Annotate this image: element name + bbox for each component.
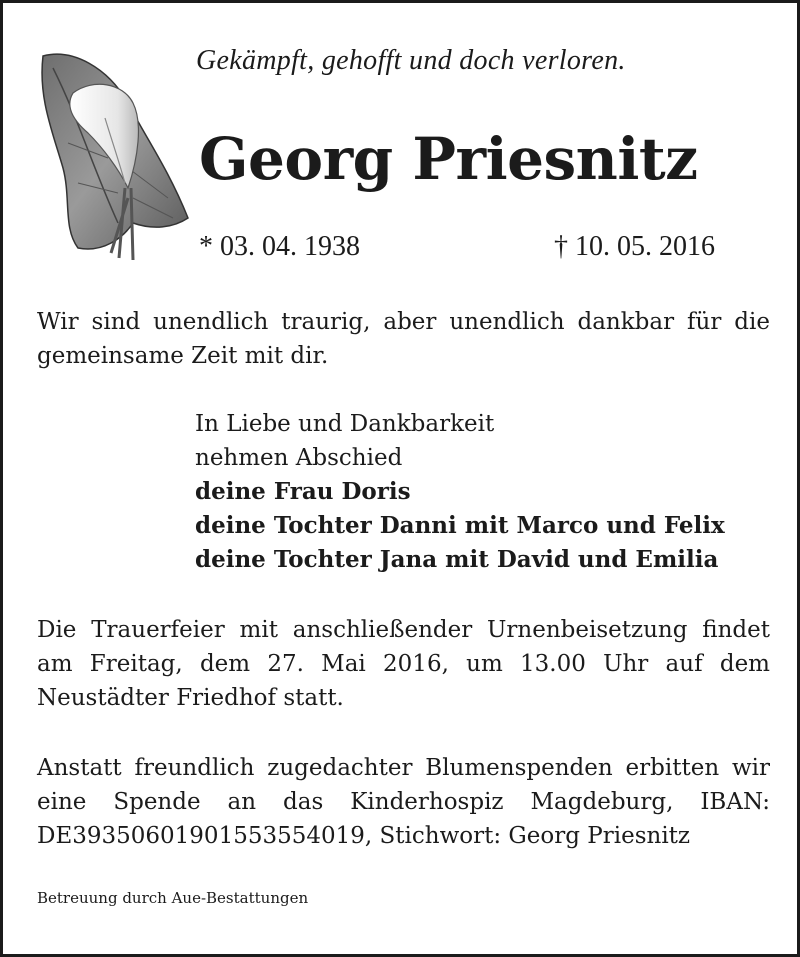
motto: Gekämpft, gehofft und doch verloren. [196,45,626,76]
closing-line-1: In Liebe und Dankbarkeit [195,411,495,437]
mourners-block [195,407,775,577]
donation-paragraph: Anstatt freundlich zugedachter Blumenspenden erbitten wir eine Spende an das Kinderhospiz Magdeburg, IBAN: DE39350601901553554019, Stichwort: Georg Priesnitz [37,755,770,849]
mourner: deine Tochter Jana mit David und Emilia [195,546,719,573]
closing-line-2: nehmen Abschied [195,445,403,471]
calla-lily-icon [33,48,193,263]
funeral-paragraph: Die Trauerfeier mit anschließender Urnenbeisetzung findet am Freitag, dem 27. Mai 2016, um 13.00 Uhr auf dem Neustädter Friedhof statt. [37,617,770,711]
funeral-home-credit: Betreuung durch Aue-Bestattungen [37,889,309,907]
mourner: deine Tochter Danni mit Marco und Felix [195,512,725,539]
mourner: deine Frau Doris [195,478,411,505]
opening-paragraph: Wir sind unendlich traurig, aber unendlich dankbar für die gemeinsame Zeit mit dir. [37,309,770,369]
death-date: † 10. 05. 2016 [554,231,715,262]
birth-date: * 03. 04. 1938 [199,231,360,262]
deceased-name: Georg Priesnitz [199,125,698,193]
